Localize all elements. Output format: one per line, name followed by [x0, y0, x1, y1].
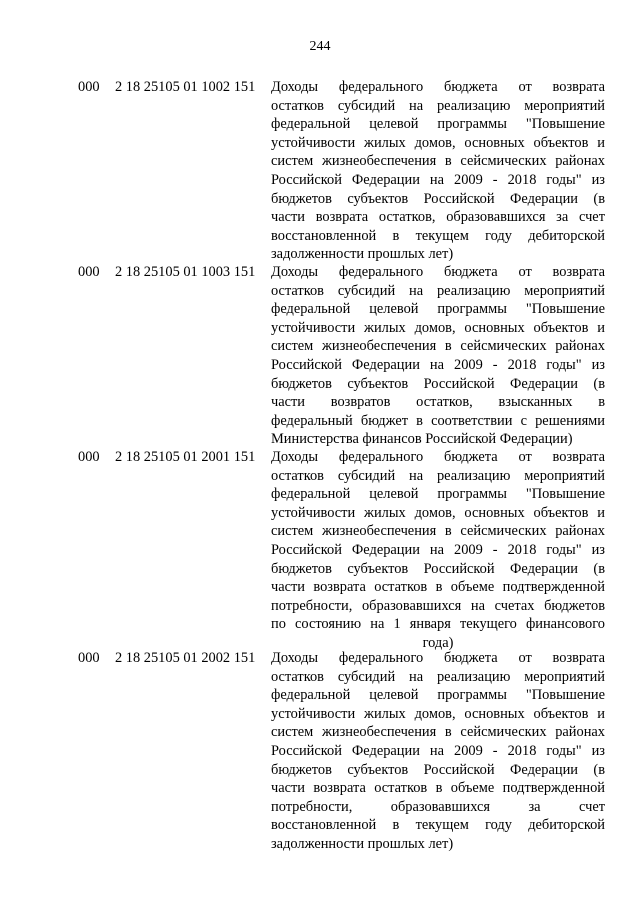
description-line: задолженности прошлых лет)	[271, 246, 454, 263]
description-line: федеральной целевой программы "Повышение	[271, 301, 605, 318]
admin-code: 000	[78, 264, 100, 280]
description-line: Российской Федерации на 2009 - 2018 годы" из	[271, 171, 605, 188]
description-line: задолженности прошлых лет)	[271, 835, 454, 852]
budget-classification-code: 2 18 25105 01 2001 151	[115, 449, 256, 465]
description-line: года)	[422, 634, 454, 651]
description-line: устойчивости жилых домов, основных объектов и	[271, 705, 605, 722]
budget-classification-code: 2 18 25105 01 1003 151	[115, 264, 256, 280]
description-line: бюджетов субъектов Российской Федерации (в	[271, 375, 605, 392]
description-line: Доходы федерального бюджета от возврата	[271, 650, 605, 666]
description-line: Доходы федерального бюджета от возврата	[271, 264, 605, 280]
admin-code: 000	[78, 79, 100, 95]
description-line: части возврата остатков, образовавшихся за счет	[271, 209, 605, 226]
description-line: бюджетов субъектов Российской Федерации (в	[271, 560, 605, 577]
description-line: потребности, образовавшихся за счет	[271, 798, 605, 815]
description-line: Российской Федерации на 2009 - 2018 годы" из	[271, 356, 605, 373]
admin-code: 000	[78, 650, 100, 666]
description-line: федеральной целевой программы "Повышение	[271, 486, 605, 503]
income-description	[271, 448, 605, 653]
description-line: остатков субсидий на реализацию мероприятий	[271, 467, 605, 484]
budget-classification-code: 2 18 25105 01 1002 151	[115, 79, 256, 95]
description-line: устойчивости жилых домов, основных объектов и	[271, 504, 605, 521]
description-line: восстановленной в текущем году дебиторской	[271, 817, 605, 834]
budget-classification-code: 2 18 25105 01 2002 151	[115, 650, 256, 666]
description-line: устойчивости жилых домов, основных объектов и	[271, 134, 605, 151]
description-line: систем жизнеобеспечения в сейсмических районах	[271, 724, 605, 741]
description-line: Российской Федерации на 2009 - 2018 годы" из	[271, 742, 605, 759]
description-line: систем жизнеобеспечения в сейсмических районах	[271, 153, 605, 170]
description-line: части возврата остатков в объеме подтвержденной	[271, 780, 605, 797]
income-description	[271, 263, 605, 449]
income-description	[271, 649, 605, 854]
description-line: Доходы федерального бюджета от возврата	[271, 79, 605, 95]
description-line: федеральный бюджет в соответствии с решениями	[271, 412, 605, 429]
description-line: Российской Федерации на 2009 - 2018 годы" из	[271, 541, 605, 558]
description-line: остатков субсидий на реализацию мероприятий	[271, 97, 605, 114]
description-line: федеральной целевой программы "Повышение	[271, 687, 605, 704]
description-line: бюджетов субъектов Российской Федерации (в	[271, 761, 605, 778]
description-line: Министерства финансов Российской Федерации)	[271, 431, 573, 448]
description-line: восстановленной в текущем году дебиторской	[271, 227, 605, 244]
description-line: остатков субсидий на реализацию мероприятий	[271, 668, 605, 685]
description-line: систем жизнеобеспечения в сейсмических районах	[271, 338, 605, 355]
description-line: части возвратов остатков, взысканных в	[271, 394, 605, 411]
admin-code: 000	[78, 449, 100, 465]
description-line: федеральной целевой программы "Повышение	[271, 116, 605, 133]
description-line: Доходы федерального бюджета от возврата	[271, 449, 605, 465]
description-line: бюджетов субъектов Российской Федерации (в	[271, 190, 605, 207]
description-line: потребности, образовавшихся на счетах бюджетов	[271, 597, 605, 614]
description-line: остатков субсидий на реализацию мероприятий	[271, 282, 605, 299]
description-line: части возврата остатков в объеме подтвержденной	[271, 579, 605, 596]
page-number: 244	[309, 39, 331, 54]
description-line: систем жизнеобеспечения в сейсмических районах	[271, 523, 605, 540]
description-line: по состоянию на 1 января текущего финансового	[271, 616, 605, 633]
description-line: устойчивости жилых домов, основных объектов и	[271, 319, 605, 336]
income-description	[271, 78, 605, 264]
